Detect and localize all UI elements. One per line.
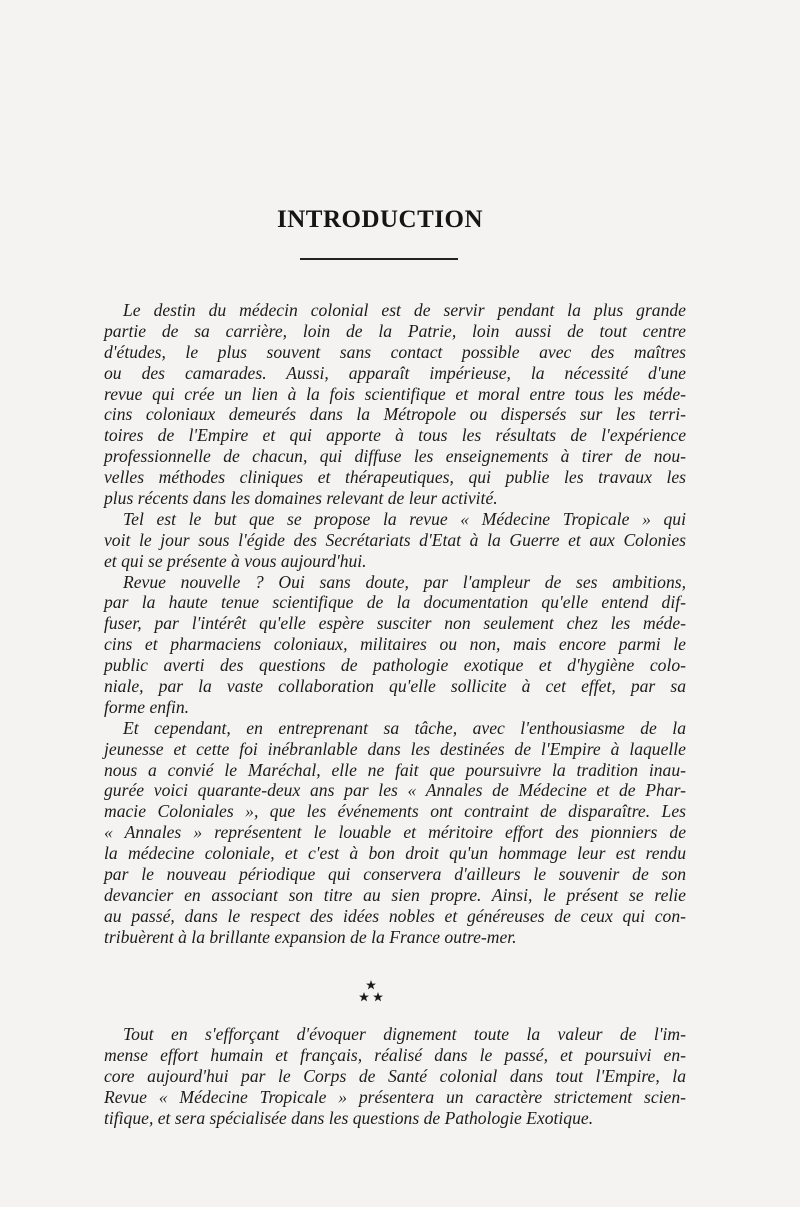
text-line: professionnelle de chacun, qui diffuse les enseignements à tirer de nou- <box>104 446 686 467</box>
text-line: Revue nouvelle ? Oui sans doute, par l'ampleur de ses ambitions, <box>123 571 686 592</box>
three-asterisks-icon <box>356 978 386 1008</box>
text-line: forme enfin. <box>104 696 190 717</box>
text-line: revue qui crée un lien à la fois scientifique et moral entre tous les méde- <box>104 383 686 404</box>
page-title: INTRODUCTION <box>276 206 484 233</box>
text-line: mense effort humain et français, réalisé dans le passé, et poursuivi en- <box>104 1044 686 1065</box>
text-line: Et cependant, en entreprenant sa tâche, avec l'enthousiasme de la <box>123 717 686 738</box>
paragraph-5 <box>104 1024 686 1128</box>
paragraph-1 <box>104 300 686 509</box>
text-line: Revue « Médecine Tropicale » présentera un caractère strictement scien- <box>104 1086 686 1107</box>
text-line: cins coloniaux demeurés dans la Métropole ou dispersés sur les terri- <box>104 404 686 425</box>
text-line: partie de sa carrière, loin de la Patrie, loin aussi de tout centre <box>104 320 686 341</box>
text-line: au passé, dans le respect des idées nobles et généreuses de ceux qui con- <box>104 905 686 926</box>
text-line: core aujourd'hui par le Corps de Santé colonial dans tout l'Empire, la <box>104 1065 686 1086</box>
paragraph-4 <box>104 718 686 948</box>
text-line: « Annales » représentent le louable et méritoire effort des pionniers de <box>104 822 686 843</box>
text-line: par le nouveau périodique qui conservera d'ailleurs le souvenir de son <box>104 864 686 885</box>
text-line: plus récents dans les domaines relevant de leur activité. <box>104 488 498 509</box>
text-line: Le destin du médecin colonial est de servir pendant la plus grande <box>123 300 686 320</box>
closing-body <box>104 1024 686 1128</box>
text-line: voit le jour sous l'égide des Secrétariats d'Etat à la Guerre et aux Colonies <box>104 529 686 550</box>
text-line: toires de l'Empire et qui apporte à tous les résultats de l'expérience <box>104 425 686 446</box>
text-line: tifique, et sera spécialisée dans les questions de Pathologie Exotique. <box>104 1107 594 1128</box>
text-line: cins et pharmaciens coloniaux, militaires ou non, mais encore parmi le <box>104 634 686 655</box>
text-line: jeunesse et cette foi inébranlable dans les destinées de l'Empire à laquelle <box>104 738 686 759</box>
text-line: devancier en associant son titre au sien propre. Ainsi, le présent se relie <box>104 884 686 905</box>
text-line: Tel est le but que se propose la revue « Médecine Tropicale » qui <box>123 508 686 529</box>
text-line: d'études, le plus souvent sans contact possible avec des maîtres <box>104 341 686 362</box>
text-line: et qui se présente à vous aujourd'hui. <box>104 550 367 571</box>
text-line: velles méthodes cliniques et thérapeutiques, qui publie les travaux les <box>104 467 686 488</box>
asterisk-top <box>366 980 376 989</box>
text-line: niale, par la vaste collaboration qu'elle sollicite à cet effet, par sa <box>104 676 686 697</box>
text-line: gurée voici quarante-deux ans par les « Annales de Médecine et de Phar- <box>104 780 686 801</box>
text-line: macie Coloniales », que les événements ont contraint de disparaître. Les <box>104 801 686 822</box>
asterisk-bottom-left <box>359 992 369 1001</box>
text-line: public averti des questions de pathologie exotique et d'hygiène colo- <box>104 655 686 676</box>
paragraph-3 <box>104 572 686 718</box>
text-line: par la haute tenue scientifique de la documentation qu'elle entend dif- <box>104 592 686 613</box>
text-line: fuser, par l'intérêt qu'elle espère susciter non seulement chez les méde- <box>104 613 686 634</box>
text-line: ou des camarades. Aussi, apparaît impérieuse, la nécessité d'une <box>104 362 686 383</box>
text-line: Tout en s'efforçant d'évoquer dignement toute la valeur de l'im- <box>123 1024 686 1044</box>
text-line: nous a convié le Maréchal, elle ne fait que poursuivre la tradition inau- <box>104 759 686 780</box>
text-line: la médecine coloniale, et c'est à bon droit qu'un hommage leur est rendu <box>104 843 686 864</box>
title-underline <box>300 258 458 260</box>
text-line: tribuèrent à la brillante expansion de la France outre-mer. <box>104 926 517 947</box>
introduction-body <box>104 300 686 948</box>
paragraph-2 <box>104 509 686 572</box>
asterisk-bottom-right <box>373 992 383 1001</box>
